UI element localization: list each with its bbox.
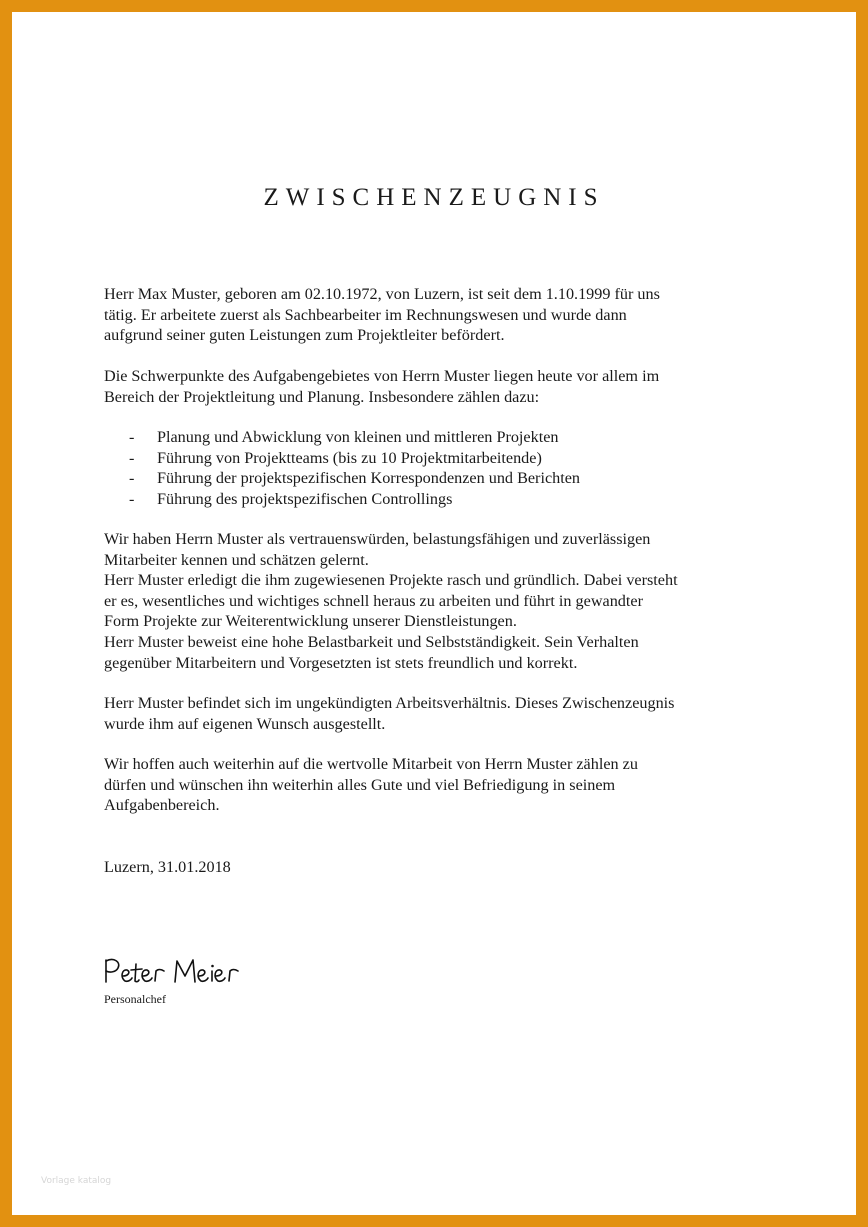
watermark: Vorlage katalog [41,1176,112,1186]
bullet-dash: - [129,448,135,467]
document-title: ZWISCHENZEUGNIS [263,184,605,211]
assessment-paragraph [104,529,678,673]
list-item [104,448,580,469]
document-page [12,12,856,1215]
text-line: Form Projekte zur Weiterentwicklung unserer Dienstleistungen. [104,612,517,631]
signature-image [104,954,264,990]
text-line: Herr Max Muster, geboren am 02.10.1972, von Luzern, ist seit dem 1.10.1999 für uns [104,285,660,303]
text-line: Mitarbeiter kennen und schätzen gelernt. [104,550,369,569]
text-line: tätig. Er arbeitete zuerst als Sachbearbeiter im Rechnungswesen und wurde dann [104,305,627,324]
task-list [104,427,580,509]
text-line: Herr Muster befindet sich im ungekündigten Arbeitsverhältnis. Dieses Zwischenzeugnis [104,694,675,712]
text-line: aufgrund seiner guten Leistungen zum Projektleiter befördert. [104,326,505,345]
bullet-dash: - [129,469,135,488]
text-line: Wir haben Herrn Muster als vertrauenswürden, belastungsfähigen und zuverlässigen [104,530,651,548]
status-paragraph [104,693,674,734]
list-item [104,489,580,510]
place-date: Luzern, 31.01.2018 [104,858,231,876]
text-line: wurde ihm auf eigenen Wunsch ausgestellt. [104,714,386,733]
text-line: Herr Muster erledigt die ihm zugewiesenen Projekte rasch und gründlich. Dabei versteht [104,571,678,590]
text-line: er es, wesentliches und wichtiges schnell heraus zu arbeiten und führt in gewandter [104,591,643,610]
list-item-text: Führung der projektspezifischen Korrespondenzen und Berichten [157,469,580,488]
list-item-text: Führung des projektspezifischen Controllings [157,489,453,508]
intro-paragraph [104,284,660,346]
bullet-dash: - [129,489,135,508]
list-item [104,427,580,448]
list-item-text: Führung von Projektteams (bis zu 10 Projektmitarbeitende) [157,448,542,467]
text-line: Bereich der Projektleitung und Planung. Insbesondere zählen dazu: [104,387,540,406]
text-line: Wir hoffen auch weiterhin auf die wertvolle Mitarbeit von Herrn Muster zählen zu [104,755,638,773]
focus-paragraph [104,366,659,407]
text-line: gegenüber Mitarbeitern und Vorgesetzten ist stets freundlich und korrekt. [104,653,578,672]
bullet-dash: - [129,428,135,446]
text-line: Herr Muster beweist eine hohe Belastbarkeit und Selbstständigkeit. Sein Verhalten [104,632,639,651]
list-item-text: Planung und Abwicklung von kleinen und mittleren Projekten [157,428,559,446]
text-line: Die Schwerpunkte des Aufgabengebietes von Herrn Muster liegen heute vor allem im [104,367,660,385]
closing-paragraph [104,754,638,816]
signer-role: Personalchef [104,992,166,1006]
text-line: Aufgabenbereich. [104,796,220,815]
list-item [104,468,580,489]
text-line: dürfen und wünschen ihn weiterhin alles Gute und viel Befriedigung in seinem [104,775,616,794]
